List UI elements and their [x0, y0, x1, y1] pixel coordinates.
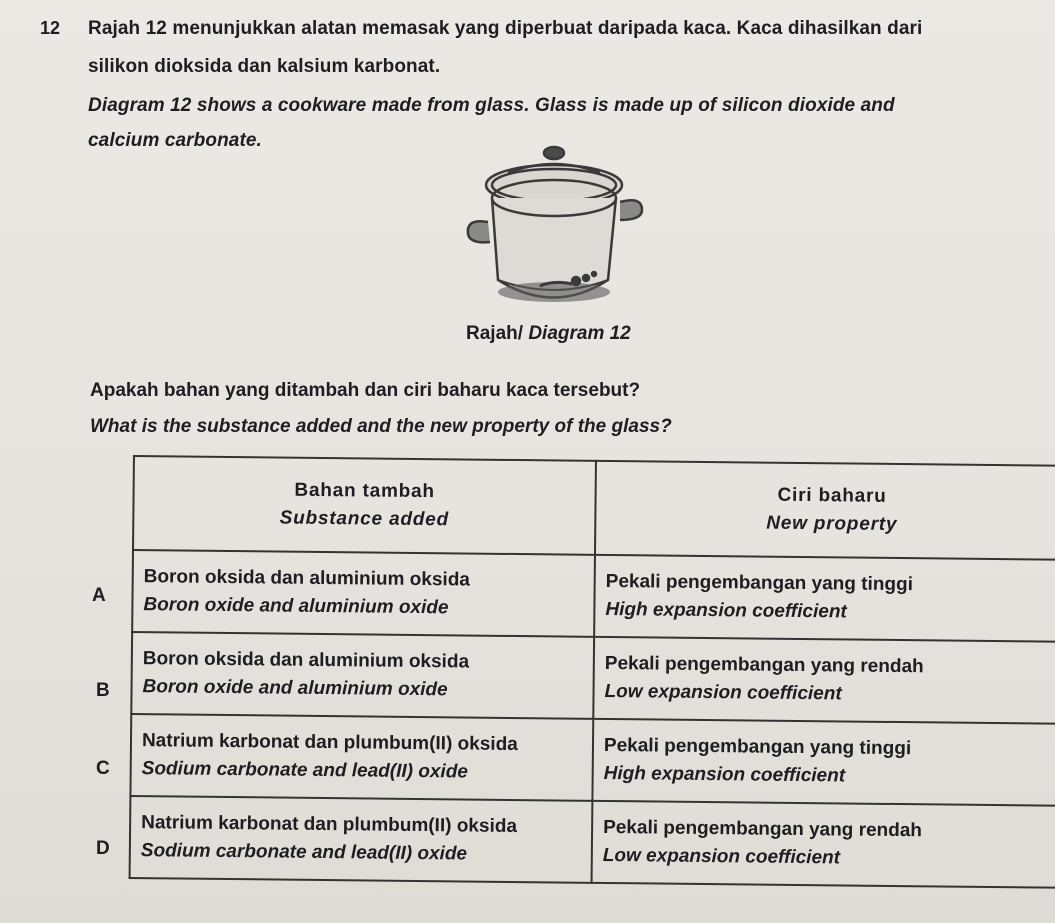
prompt-en: What is the substance added and the new property of the glass?	[90, 416, 672, 437]
option-b-property-en: Low expansion coefficient	[604, 680, 842, 705]
option-b-property	[593, 637, 1055, 724]
option-a-property-en: High expansion coefficient	[605, 598, 847, 623]
option-d-substance-en: Sodium carbonate and lead(II) oxide	[140, 840, 468, 865]
table-row-option-a[interactable]	[132, 550, 1055, 642]
option-d-property-en: Low expansion coefficient	[602, 844, 841, 869]
option-c-substance	[130, 714, 593, 801]
header-substance	[133, 456, 596, 555]
table-row-option-b[interactable]	[131, 632, 1055, 724]
question-number: 12	[40, 18, 61, 38]
option-c-substance-en: Sodium carbonate and lead(II) oxide	[141, 758, 469, 783]
header-property	[595, 461, 1055, 560]
option-label-b[interactable]: B	[96, 680, 110, 701]
option-a-substance-en: Boron oxide and aluminium oxide	[143, 594, 449, 619]
prompt-ms: Apakah bahan yang ditambah dan ciri baharu kaca tersebut?	[90, 380, 641, 401]
option-b-property-ms: Pekali pengembangan yang rendah	[604, 652, 924, 678]
option-d-property	[592, 801, 1055, 888]
option-label-c[interactable]: C	[96, 758, 110, 779]
option-d-property-ms: Pekali pengembangan yang rendah	[603, 816, 923, 842]
question-stem-en-line2: calcium carbonate.	[88, 130, 262, 151]
options-table	[129, 455, 1055, 889]
option-b-substance	[131, 632, 594, 719]
question-stem-ms-line2: silikon dioksida dan kalsium karbonat.	[88, 56, 441, 77]
glass-cookware-diagram	[458, 140, 658, 320]
header-substance-ms: Bahan tambah	[294, 479, 435, 503]
option-b-substance-ms: Boron oksida dan aluminium oksida	[142, 648, 470, 673]
option-b-substance-en: Boron oxide and aluminium oxide	[142, 676, 448, 701]
option-a-property-ms: Pekali pengembangan yang tinggi	[605, 570, 914, 596]
option-a-substance	[132, 550, 595, 637]
option-c-property-en: High expansion coefficient	[603, 762, 846, 787]
option-c-substance-ms: Natrium karbonat dan plumbum(II) oksida	[141, 730, 518, 756]
option-a-substance-ms: Boron oksida dan aluminium oksida	[143, 566, 471, 591]
table-header-row	[133, 456, 1055, 560]
table-row-option-c[interactable]	[130, 714, 1055, 806]
header-property-ms: Ciri baharu	[777, 484, 887, 507]
option-d-substance	[130, 796, 593, 883]
option-label-a[interactable]: A	[92, 585, 106, 606]
header-substance-en: Substance added	[279, 507, 450, 531]
option-c-property	[592, 719, 1055, 806]
header-property-en: New property	[766, 512, 898, 536]
option-d-substance-ms: Natrium karbonat dan plumbum(II) oksida	[141, 812, 518, 838]
table-row-option-d[interactable]	[130, 796, 1055, 888]
diagram-caption-en: Diagram 12	[528, 323, 631, 344]
option-a-property	[594, 555, 1055, 642]
question-stem-en-line1: Diagram 12 shows a cookware made from glass. Glass is made up of silicon dioxide and	[88, 95, 895, 116]
diagram-caption	[466, 323, 631, 345]
option-label-d[interactable]: D	[96, 838, 110, 859]
diagram-caption-ms: Rajah/	[466, 323, 524, 344]
question-stem-ms-line1: Rajah 12 menunjukkan alatan memasak yang diperbuat daripada kaca. Kaca dihasilkan dari	[88, 18, 923, 39]
option-c-property-ms: Pekali pengembangan yang tinggi	[603, 734, 912, 760]
